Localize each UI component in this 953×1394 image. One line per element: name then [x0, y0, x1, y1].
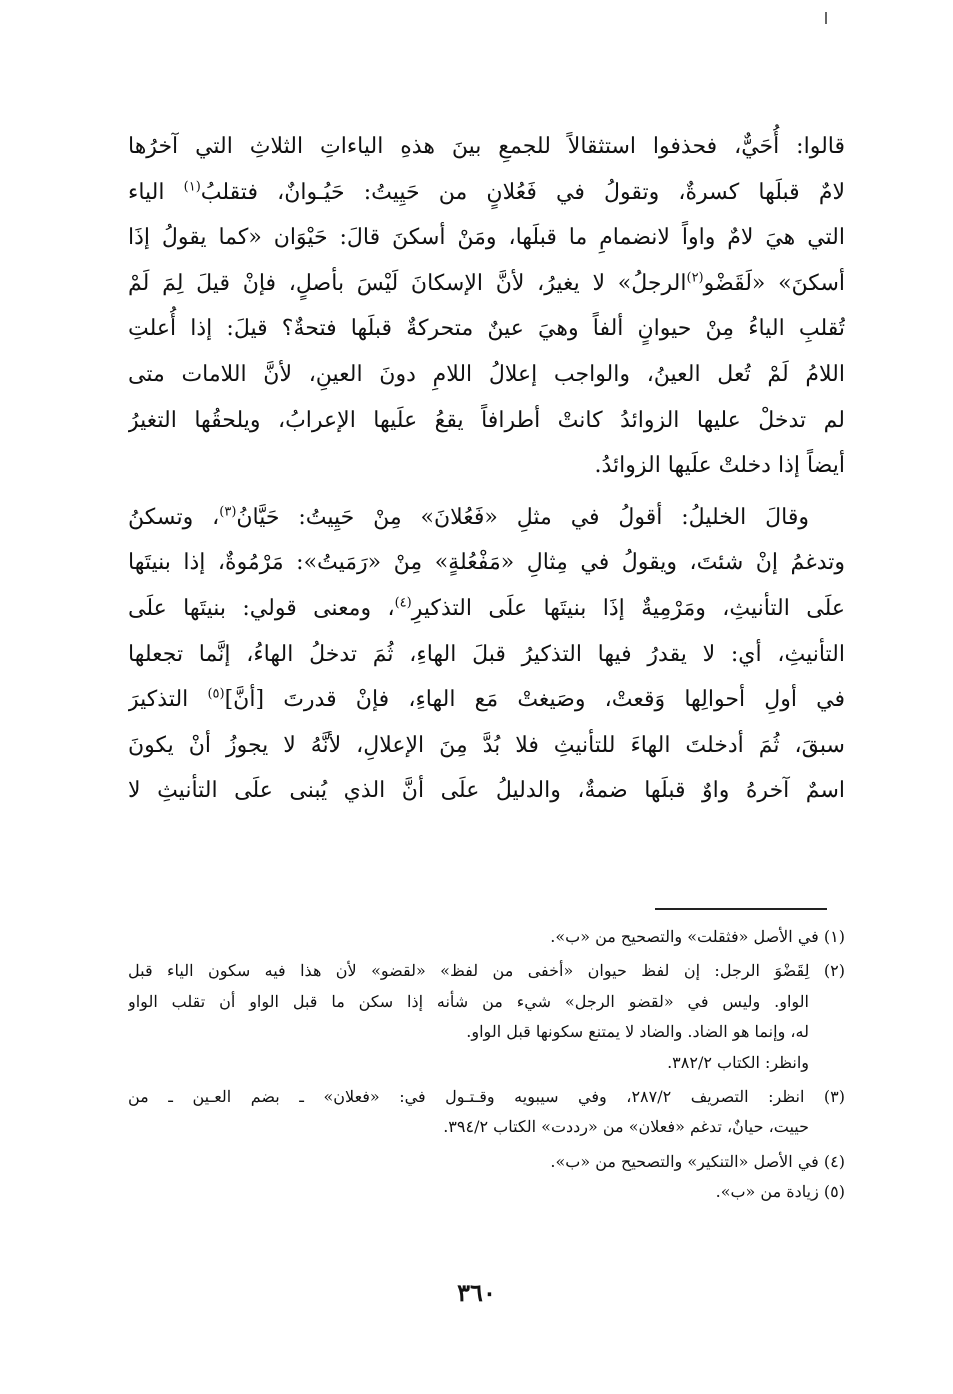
text-segment: أسكنَ» «لَقَضْو — [703, 270, 845, 296]
text-segment: لامٌ قبلَها كسرةٌ، وتقولُ في فَعُلانٍ من حَيِيتُ: حَيُـوانٌ، فتقلبُ — [200, 179, 845, 205]
footnote-marker: (٣) — [219, 504, 237, 520]
text-line: لم تدخلْ عليها الزوائدُ كانتْ أطرافاً يقعُ علَيها الإعرابُ، ويلحقُها التغيرُ — [128, 407, 845, 433]
text-line — [128, 495, 845, 541]
text-line: اللامُ لَمْ تُعل العينُ، والواجب إعلالُ اللامِ دونَ العينِ، لأنَّ اللامات متى — [128, 361, 845, 387]
text-line: تُقلبِ الياءُ مِنْ حيوانٍ ألفاً وهيَ عينٌ متحركةٌ قبلَها فتحةٌ؟ قيلَ: إذا أُعلتِ — [128, 316, 845, 342]
text-segment: التذكيرَ — [128, 687, 208, 713]
text-segment: وقالَ الخليلُ: أقولُ في مثلِ «فَعُلانَ» مِنْ حَيِيتُ: حَيَّانُ — [236, 504, 809, 530]
corner-tick-mark — [825, 12, 827, 24]
text-segment: الياء — [128, 179, 184, 205]
text-line — [128, 170, 845, 216]
paragraph-2 — [128, 495, 845, 814]
text-line: وتدغمُ إنْ شئتَ، ويقولُ في مِثالِ «مَفْعُلةٍ» مِنْ «رَمَيتُ»: مَرْمُوةٌ، إذا بنيتَها — [128, 550, 845, 576]
text-segment: ، ومعنى قولي: بنيتَها علَى — [128, 595, 395, 621]
footnote-separator — [655, 908, 827, 910]
footnote-line: (٢) لِقَضْوَ الرجل: إن لفظ حيوان «أخفى من لفظ» «لقضو» لأن هذا فيه سكون الياء قبل — [128, 961, 845, 981]
footnote-marker: (٤) — [394, 595, 412, 611]
text-segment: ، وتسكنُ — [128, 504, 220, 530]
footnote-marker: (١) — [183, 179, 201, 195]
text-line: سبقَ، ثُمَ أدخلتَ الهاءَ للتأنيثِ فلا بُدَّ مِنَ الإعلالِ، لأنَّهُ لا يجوزُ أنْ يكونَ — [128, 732, 845, 758]
text-line — [128, 261, 845, 307]
footnote-line: الواو. وليس في «لقضو الرجل» شيء من شأنه إذا سكن ما قبل الواو أن تقلب الواو — [128, 991, 810, 1011]
footnote-marker: (٥) — [207, 686, 225, 702]
footnote-line: حييت، حيانٌ، تدغم «فعلان» من «رددت» الكتاب ٣٩٤/٢. — [443, 1117, 809, 1137]
footnotes — [128, 922, 845, 1208]
text-line: التأنيثِ، أي: لا يقدرُ فيها التذكيرُ قبلَ الهاءِ، ثُمَ تدخلُ الهاءُ، إنَّما تجعلها — [128, 641, 845, 667]
text-line: التي هيَ لامٌ واواً لانضمامِ ما قبلَها، ومَنْ أسكنَ قالَ: حَيْوَان «كما يقولُ إذَا — [128, 225, 845, 251]
footnote-line: (٤) في الأصل «التنكير» والتصحيح من «ب». — [550, 1151, 845, 1171]
page-number: ٣٦٠ — [457, 1278, 496, 1307]
footnote-marker: (٢) — [686, 270, 704, 286]
text-segment: في أولِ أحوالِها وَقعتْ، وصَيغتْ مَع الهاءِ، فإنْ قدرتَ [أنَّ] — [224, 687, 845, 713]
paragraph-1 — [128, 124, 845, 489]
text-segment: علَى التأنيثِ، ومَرْمِيةٌ إذَا بنيتَها علَى التذكيرِ — [411, 595, 845, 621]
footnote-line: (٣) انظر: التصريف ٢٨٧/٢، وفي سيبويه وقـتـول في: «فعلان» ـ بضم العـين ـ من — [128, 1086, 845, 1106]
text-segment: الرجلُ» لا يغيرُ، لأنَّ الإسكانَ لَيْسَ بأصلٍ، فإنْ قيلَ لِمَ لَمْ — [128, 270, 687, 296]
text-line — [128, 586, 845, 632]
text-line: قالوا: أُحَيٌّ، فحذفوا استثقالاً للجمعِ بينَ هذهِ الياءاتِ الثلاثِ التي آخرُها — [128, 134, 845, 159]
text-line: اسمٌ آخرهُ واوٌ قبلَها ضمةٌ، والدليلُ علَى أنَّ الذي يُبنى علَى التأنيثِ لا — [128, 778, 845, 804]
footnote-line: (٥) زيادة من «ب». — [715, 1182, 845, 1202]
footnote-line: وانظر: الكتاب ٣٨٢/٢. — [667, 1052, 809, 1072]
text-line: أيضاً إذا دخلتْ علَيها الزوائدُ. — [594, 453, 845, 479]
footnote-line: (١) في الأصل «فثقلت» والتصحيح من «ب». — [550, 927, 845, 946]
main-text — [128, 124, 845, 814]
footnote-line: له، وإنما هو الضاد. والضاد لا يمتنع سكونها قبل الواو. — [466, 1022, 809, 1042]
text-line — [128, 677, 845, 723]
